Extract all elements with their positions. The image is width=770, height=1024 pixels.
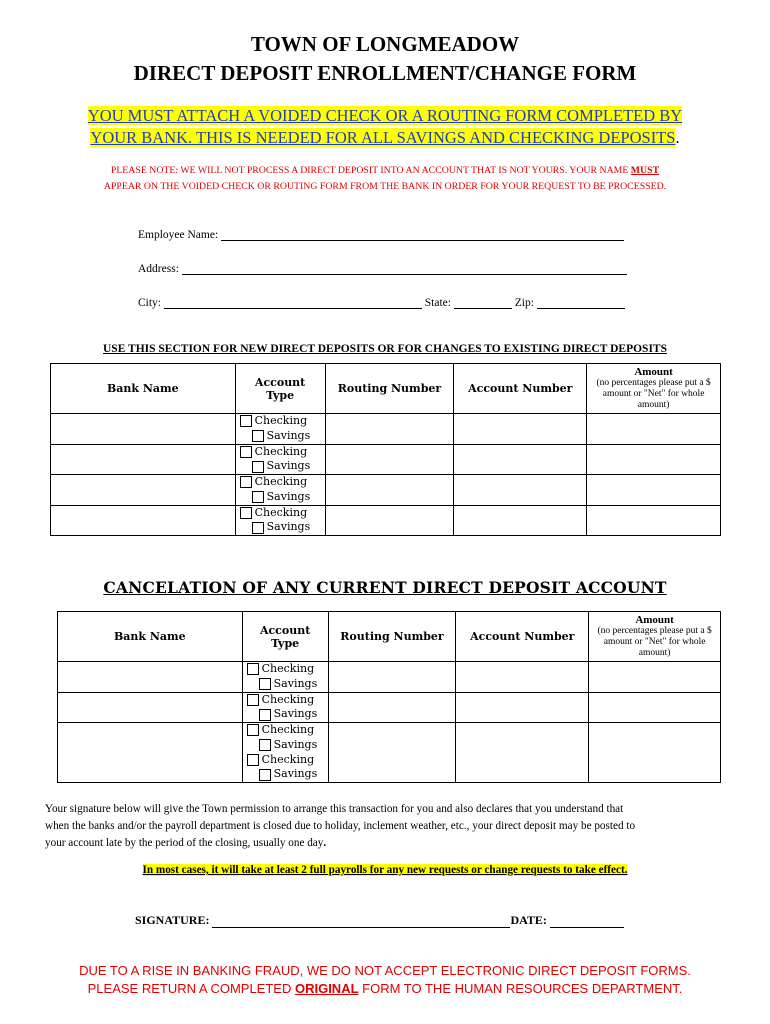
account-number-cell[interactable]	[454, 444, 587, 475]
attach-notice	[0, 105, 770, 149]
bank-name-cell[interactable]	[51, 444, 236, 475]
zip-label: Zip:	[514, 297, 534, 309]
table-header-row	[58, 612, 721, 662]
header-account-number: Account Number	[456, 612, 589, 662]
cancelation-heading: CANCELATION OF ANY CURRENT DIRECT DEPOSIT ACCOUNT	[103, 578, 667, 597]
header-routing-number: Routing Number	[325, 364, 454, 414]
routing-number-cell[interactable]	[325, 505, 454, 536]
address-label: Address:	[138, 263, 179, 275]
account-number-cell[interactable]	[454, 414, 587, 445]
zip-field[interactable]	[537, 296, 625, 309]
savings-checkbox[interactable]	[252, 461, 264, 473]
account-number-cell[interactable]	[456, 723, 589, 783]
checking-checkbox[interactable]	[247, 694, 259, 706]
city-field[interactable]	[164, 296, 422, 309]
savings-checkbox[interactable]	[252, 522, 264, 534]
header-account-number: Account Number	[454, 364, 587, 414]
table-row	[58, 723, 721, 783]
amount-cell[interactable]	[589, 692, 721, 723]
header-amount: Amount (no percentages please put a $ amount or "Net" for whole amount)	[587, 364, 721, 414]
account-number-cell[interactable]	[456, 692, 589, 723]
account-type-cell: Checking Savings	[235, 444, 325, 475]
savings-checkbox[interactable]	[252, 491, 264, 503]
amount-cell[interactable]	[589, 662, 721, 693]
header-amount: Amount (no percentages please put a $ amount or "Net" for whole amount)	[589, 612, 721, 662]
bank-name-cell[interactable]	[51, 505, 236, 536]
address-row	[138, 262, 627, 275]
table-row	[58, 662, 721, 693]
table-row	[51, 475, 721, 506]
routing-number-cell[interactable]	[328, 662, 456, 693]
amount-cell[interactable]	[589, 723, 721, 783]
account-type-cell: Checking Savings	[235, 505, 325, 536]
signature-row	[135, 913, 624, 928]
routing-number-cell[interactable]	[325, 475, 454, 506]
checking-checkbox[interactable]	[240, 446, 252, 458]
savings-checkbox[interactable]	[259, 709, 271, 721]
amount-cell[interactable]	[587, 444, 721, 475]
amount-note: (no percentages please put a $ amount or "Net" for whole amount)	[597, 626, 712, 658]
signature-label: SIGNATURE:	[135, 913, 210, 927]
account-type-cell: Checking Savings Checking Savings	[242, 723, 328, 783]
attach-notice-line1: YOU MUST ATTACH A VOIDED CHECK OR A ROUTING FORM COMPLETED BY	[87, 106, 683, 125]
form-title-town: TOWN OF LONGMEADOW	[250, 32, 520, 56]
table-row	[51, 444, 721, 475]
please-note-line2: APPEAR ON THE VOIDED CHECK OR ROUTING FORM FROM THE BANK IN ORDER FOR YOUR REQUEST TO BE PROCESSED.	[103, 181, 667, 192]
account-number-cell[interactable]	[454, 505, 587, 536]
savings-checkbox[interactable]	[259, 678, 271, 690]
checking-checkbox[interactable]	[247, 724, 259, 736]
state-label: State:	[424, 297, 451, 309]
routing-number-cell[interactable]	[328, 723, 456, 783]
signature-field[interactable]	[212, 915, 510, 928]
date-label: DATE:	[510, 913, 547, 927]
header-account-type: Account Type	[235, 364, 325, 414]
routing-number-cell[interactable]	[328, 692, 456, 723]
bank-name-cell[interactable]	[51, 414, 236, 445]
bank-name-cell[interactable]	[51, 475, 236, 506]
footer-line1: DUE TO A RISE IN BANKING FRAUD, WE DO NOT ACCEPT ELECTRONIC DIRECT DEPOSIT FORMS.	[79, 963, 691, 978]
routing-number-cell[interactable]	[325, 444, 454, 475]
footer-line2: PLEASE RETURN A COMPLETED ORIGINAL FORM TO THE HUMAN RESOURCES DEPARTMENT.	[87, 981, 683, 996]
account-number-cell[interactable]	[456, 662, 589, 693]
checking-checkbox[interactable]	[247, 663, 259, 675]
amount-cell[interactable]	[587, 414, 721, 445]
bank-name-cell[interactable]	[58, 692, 243, 723]
header-bank-name: Bank Name	[51, 364, 236, 414]
state-field[interactable]	[454, 296, 512, 309]
checking-checkbox[interactable]	[247, 754, 259, 766]
savings-checkbox[interactable]	[259, 739, 271, 751]
employee-name-field[interactable]	[221, 228, 624, 241]
header-routing-number: Routing Number	[328, 612, 456, 662]
form-title: DIRECT DEPOSIT ENROLLMENT/CHANGE FORM	[133, 61, 637, 85]
routing-number-cell[interactable]	[325, 414, 454, 445]
bank-name-cell[interactable]	[58, 662, 243, 693]
new-deposits-heading: USE THIS SECTION FOR NEW DIRECT DEPOSITS OR FOR CHANGES TO EXISTING DIRECT DEPOSITS	[103, 343, 667, 355]
please-note-line1: PLEASE NOTE: WE WILL NOT PROCESS A DIRECT DEPOSIT INTO AN ACCOUNT THAT IS NOT YOURS. YOUR NAME	[110, 165, 631, 176]
employee-name-label: Employee Name:	[138, 229, 219, 241]
signature-paragraph: Your signature below will give the Town permission to arrange this transaction for you and also declares that you understand that when the banks and/or the payroll department is closed due to holiday, inclement weather, etc., your direct deposit may be posted to your account late by the period of the closing, usually one day.	[45, 801, 745, 852]
new-deposits-table	[50, 363, 721, 536]
payroll-notice-wrap	[0, 864, 770, 876]
account-type-cell: Checking Savings	[235, 475, 325, 506]
amount-cell[interactable]	[587, 505, 721, 536]
header-account-type: Account Type	[242, 612, 328, 662]
payroll-notice: In most cases, it will take at least 2 full payrolls for any new requests or change requests to take effect.	[142, 864, 628, 876]
please-note-must: MUST	[630, 165, 660, 176]
date-field[interactable]	[550, 915, 624, 928]
account-type-cell: Checking Savings	[242, 692, 328, 723]
amount-cell[interactable]	[587, 475, 721, 506]
city-label: City:	[138, 297, 162, 309]
account-number-cell[interactable]	[454, 475, 587, 506]
city-row	[138, 296, 625, 309]
bank-name-cell[interactable]	[58, 723, 243, 783]
account-type-cell: Checking Savings	[242, 662, 328, 693]
checking-checkbox[interactable]	[240, 507, 252, 519]
employee-name-row	[138, 228, 624, 241]
table-row	[58, 692, 721, 723]
footer-notice	[0, 962, 770, 998]
signature-paragraph-line1: Your signature below will give the Town permission to arrange this transaction for you and also declares that you understand that	[45, 803, 624, 815]
savings-checkbox[interactable]	[259, 769, 271, 781]
checking-checkbox[interactable]	[240, 476, 252, 488]
checking-checkbox[interactable]	[240, 415, 252, 427]
attach-notice-line2: YOUR BANK. THIS IS NEEDED FOR ALL SAVINGS AND CHECKING DEPOSITS	[90, 128, 676, 147]
header-bank-name: Bank Name	[58, 612, 243, 662]
address-field[interactable]	[182, 262, 627, 275]
savings-checkbox[interactable]	[252, 430, 264, 442]
account-type-cell: Checking Savings	[235, 414, 325, 445]
attach-notice-period: .	[675, 128, 680, 147]
please-note	[0, 163, 770, 195]
amount-note: (no percentages please put a $ amount or "Net" for whole amount)	[596, 378, 711, 410]
signature-paragraph-line3: your account late by the period of the closing, usually one day	[45, 837, 324, 849]
table-row	[51, 414, 721, 445]
signature-paragraph-line2: when the banks and/or the payroll department is closed due to holiday, inclement weather, etc., your direct deposit may be posted to	[45, 820, 636, 832]
table-row	[51, 505, 721, 536]
table-header-row	[51, 364, 721, 414]
cancelation-table	[57, 611, 721, 783]
footer-original: ORIGINAL	[294, 981, 359, 996]
